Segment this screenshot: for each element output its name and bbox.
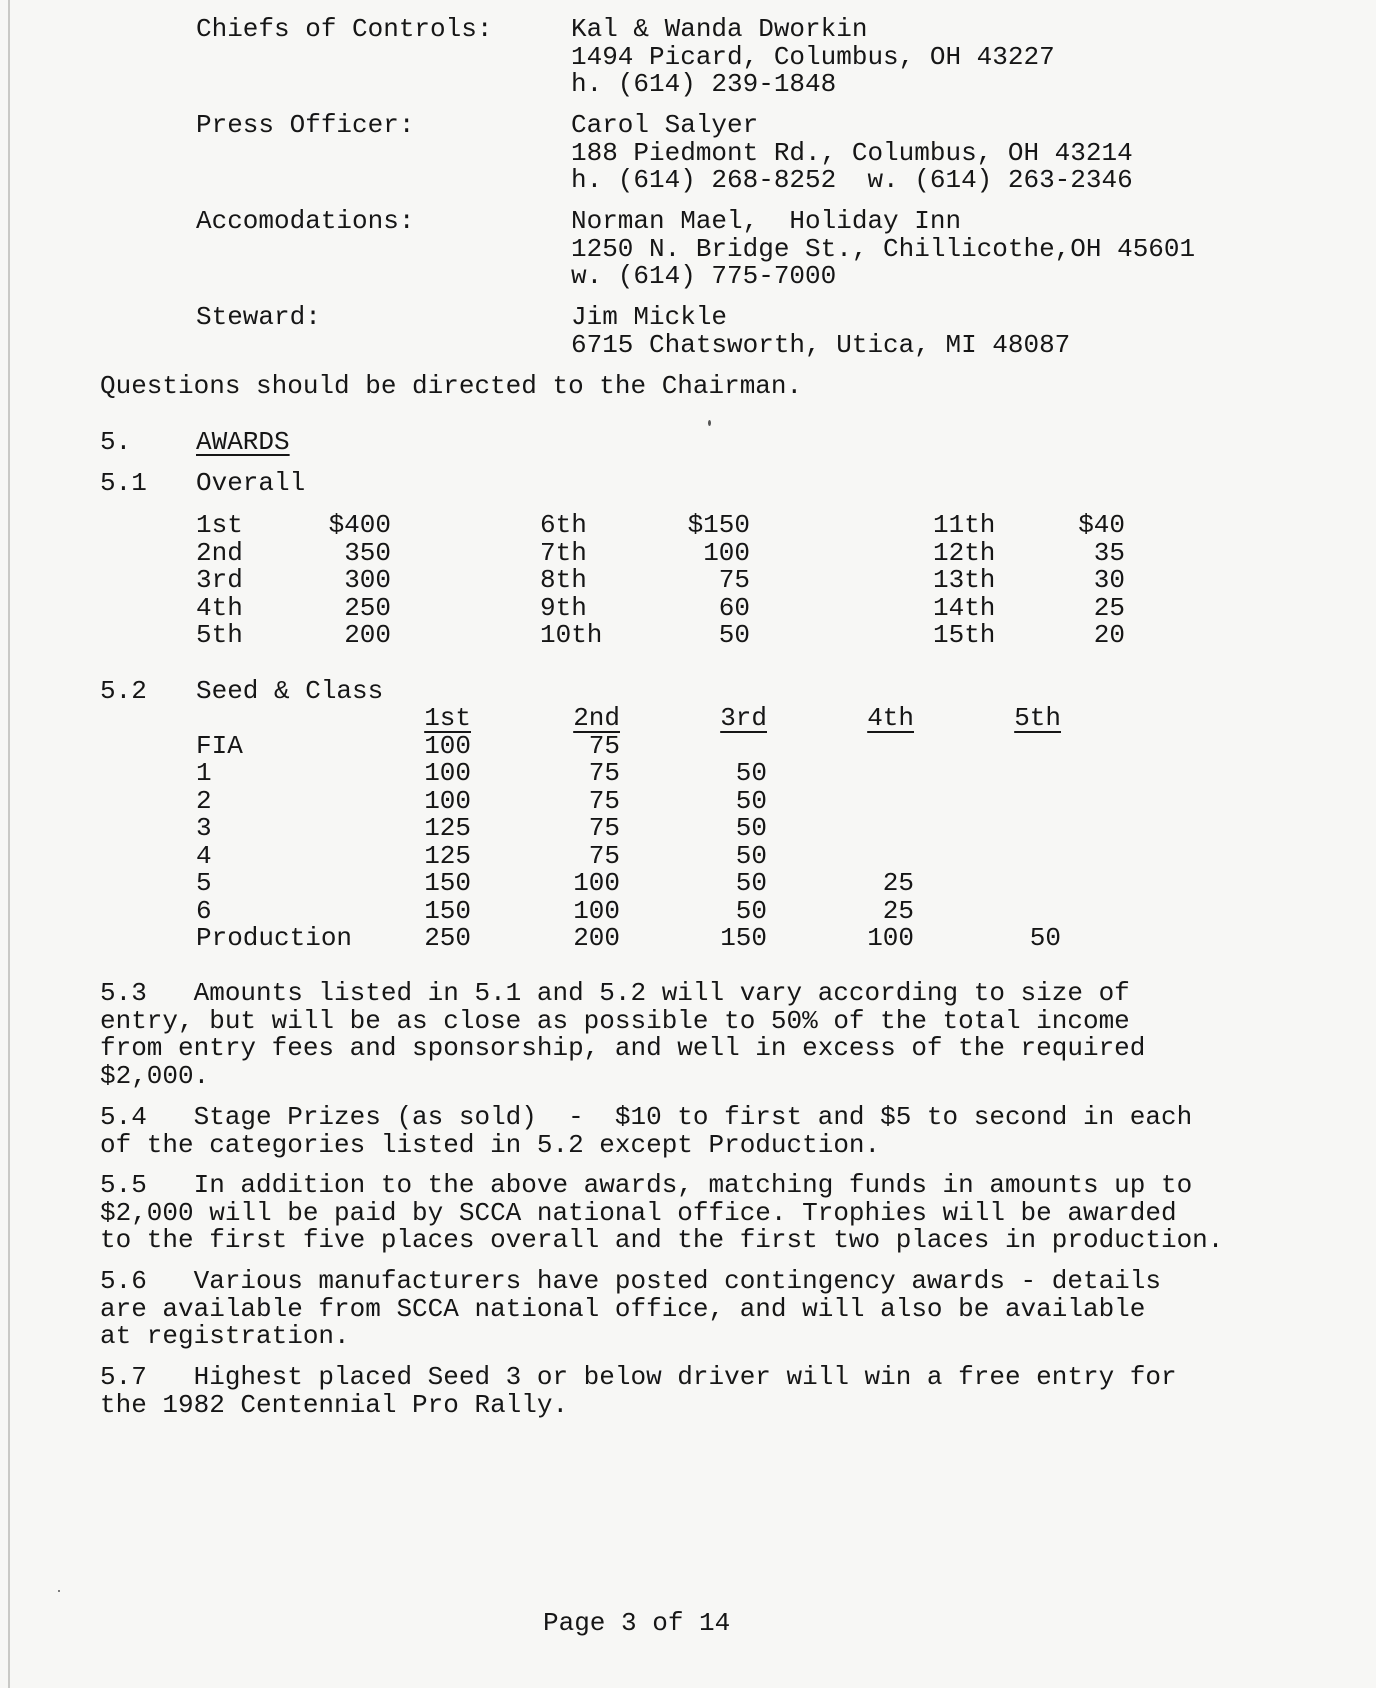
table-cell: 50 xyxy=(735,813,767,843)
table-cell: 200 xyxy=(573,923,620,953)
contact-line: 1494 Picard, Columbus, OH 43227 xyxy=(571,41,1055,72)
table-cell: 150 xyxy=(720,923,767,953)
overall-place: 14th xyxy=(933,592,996,623)
overall-place: 3rd xyxy=(196,565,243,595)
overall-amount: 60 xyxy=(718,592,750,623)
overall-place: 13th xyxy=(933,565,996,595)
contact-role: Steward: xyxy=(196,302,321,332)
paragraph-line: $2,000 will be paid by SCCA national office. Trophies will be awarded xyxy=(100,1197,1177,1228)
overall-amount: 100 xyxy=(703,537,750,568)
contact-details xyxy=(571,304,1070,359)
contact-line: Kal & Wanda Dworkin xyxy=(571,14,868,44)
section-number: 5. xyxy=(100,427,132,457)
overall-place: 12th xyxy=(933,537,996,568)
paragraph-line: 5.5 In addition to the above awards, matching funds in amounts up to xyxy=(100,1170,1193,1200)
contact-line: Norman Mael, Holiday Inn xyxy=(571,206,962,236)
table-cell: 75 xyxy=(588,758,620,788)
overall-place: 9th xyxy=(540,592,587,623)
section-title: AWARDS xyxy=(196,427,290,457)
table-cell: 100 xyxy=(424,785,471,816)
paper-speck xyxy=(708,420,711,426)
overall-amount: 30 xyxy=(1093,565,1125,595)
table-cell: 150 xyxy=(424,868,471,898)
contact-line: h. (614) 268-8252 w. (614) 263-2346 xyxy=(571,165,1133,195)
overall-place: 6th xyxy=(540,510,587,540)
table-cell: 125 xyxy=(424,813,471,843)
overall-place: 5th xyxy=(196,620,243,650)
row-label: 5 xyxy=(196,868,212,898)
table-cell: 25 xyxy=(882,868,914,898)
contact-line: Carol Salyer xyxy=(571,110,759,140)
table-cell: 75 xyxy=(588,813,620,843)
paragraph-line: the 1982 Centennial Pro Rally. xyxy=(100,1389,569,1420)
contact-line: 188 Piedmont Rd., Columbus, OH 43214 xyxy=(571,137,1133,168)
table-cell: 75 xyxy=(588,730,620,761)
column-header: 3rd xyxy=(720,703,767,733)
paragraph-5-5 xyxy=(100,1172,1300,1255)
paragraph-5-6 xyxy=(100,1268,1300,1351)
subsection-number: 5.2 xyxy=(100,676,147,706)
overall-amount: 50 xyxy=(718,620,750,650)
paragraph-line: to the first five places overall and the first two places in production. xyxy=(100,1225,1224,1255)
contact-role: Accomodations: xyxy=(196,206,415,236)
contact-line: w. (614) 775-7000 xyxy=(571,261,837,291)
page-number: Page 3 of 14 xyxy=(543,1608,731,1638)
contact-role: Chiefs of Controls: xyxy=(196,14,493,44)
paragraph-5-7 xyxy=(100,1364,1300,1419)
overall-amount: 250 xyxy=(344,592,391,623)
overall-amount: $400 xyxy=(328,510,391,540)
contact-line: h. (614) 239-1848 xyxy=(571,69,837,99)
contact-line: 6715 Chatsworth, Utica, MI 48087 xyxy=(571,329,1071,360)
overall-amount: 20 xyxy=(1093,620,1125,650)
column-header: 2nd xyxy=(573,703,620,733)
overall-amount: 35 xyxy=(1093,537,1125,568)
table-cell: 100 xyxy=(867,923,914,953)
paragraph-line: $2,000. xyxy=(100,1060,210,1091)
overall-place: 10th xyxy=(540,620,603,650)
overall-amount: 300 xyxy=(344,565,391,595)
row-label: 4 xyxy=(196,840,212,871)
contact-details xyxy=(571,112,1133,195)
overall-amount: 350 xyxy=(344,537,391,568)
overall-amount: 25 xyxy=(1093,592,1125,623)
paragraph-line: 5.3 Amounts listed in 5.1 and 5.2 will vary according to size of xyxy=(100,978,1130,1008)
questions-note: Questions should be directed to the Chairman. xyxy=(100,371,803,401)
table-cell: 50 xyxy=(735,840,767,871)
table-cell: 100 xyxy=(573,895,620,926)
overall-place: 15th xyxy=(933,620,996,650)
paper-speck xyxy=(58,1590,60,1592)
table-cell: 150 xyxy=(424,895,471,926)
table-cell: 50 xyxy=(735,785,767,816)
paragraph-line: 5.6 Various manufacturers have posted contingency awards - details xyxy=(100,1266,1161,1296)
overall-amount: 200 xyxy=(344,620,391,650)
paragraph-line: from entry fees and sponsorship, and well in excess of the required xyxy=(100,1033,1146,1063)
table-cell: 100 xyxy=(573,868,620,898)
paragraph-5-3 xyxy=(100,980,1300,1090)
overall-place: 2nd xyxy=(196,537,243,568)
row-label: 6 xyxy=(196,895,212,926)
seed-class-table xyxy=(196,705,1096,955)
column-header: 4th xyxy=(867,703,914,733)
overall-place: 4th xyxy=(196,592,243,623)
table-cell: 25 xyxy=(882,895,914,926)
overall-place: 1st xyxy=(196,510,243,540)
row-label: 3 xyxy=(196,813,212,843)
paragraph-line: entry, but will be as close as possible to 50% of the total income xyxy=(100,1005,1130,1036)
paragraph-line: of the categories listed in 5.2 except Production. xyxy=(100,1129,881,1160)
contact-role: Press Officer: xyxy=(196,110,415,140)
subsection-number: 5.1 xyxy=(100,468,147,498)
row-label: 2 xyxy=(196,785,212,816)
paragraph-line: 5.4 Stage Prizes (as sold) - $10 to first and $5 to second in each xyxy=(100,1102,1193,1132)
row-label: Production xyxy=(196,923,353,953)
table-cell: 50 xyxy=(735,895,767,926)
row-label: 1 xyxy=(196,758,212,788)
overall-place: 11th xyxy=(933,510,996,540)
overall-amount: $150 xyxy=(687,510,750,540)
table-cell: 50 xyxy=(1029,923,1061,953)
contact-details xyxy=(571,208,1195,291)
overall-place: 8th xyxy=(540,565,587,595)
table-cell: 100 xyxy=(424,758,471,788)
overall-amount: $40 xyxy=(1078,510,1125,540)
paragraph-line: at registration. xyxy=(100,1321,350,1351)
table-cell: 250 xyxy=(424,923,471,953)
column-header: 1st xyxy=(424,703,471,733)
table-cell: 50 xyxy=(735,868,767,898)
contact-details xyxy=(571,16,1055,99)
contact-line: 1250 N. Bridge St., Chillicothe,OH 45601 xyxy=(571,233,1196,264)
overall-place: 7th xyxy=(540,537,587,568)
page-edge xyxy=(8,0,10,1688)
paragraph-line: are available from SCCA national office, and will also be available xyxy=(100,1293,1146,1324)
column-header: 5th xyxy=(1014,703,1061,733)
table-cell: 75 xyxy=(588,785,620,816)
subsection-title: Overall xyxy=(196,468,306,498)
paragraph-line: 5.7 Highest placed Seed 3 or below driver will win a free entry for xyxy=(100,1362,1177,1392)
table-cell: 75 xyxy=(588,840,620,871)
table-cell: 100 xyxy=(424,730,471,761)
row-label: FIA xyxy=(196,730,243,761)
table-cell: 125 xyxy=(424,840,471,871)
overall-prize-table xyxy=(196,512,1196,652)
paragraph-5-4 xyxy=(100,1104,1300,1159)
subsection-title: Seed & Class xyxy=(196,676,384,706)
contact-line: Jim Mickle xyxy=(571,302,728,332)
table-cell: 50 xyxy=(735,758,767,788)
overall-amount: 75 xyxy=(718,565,750,595)
